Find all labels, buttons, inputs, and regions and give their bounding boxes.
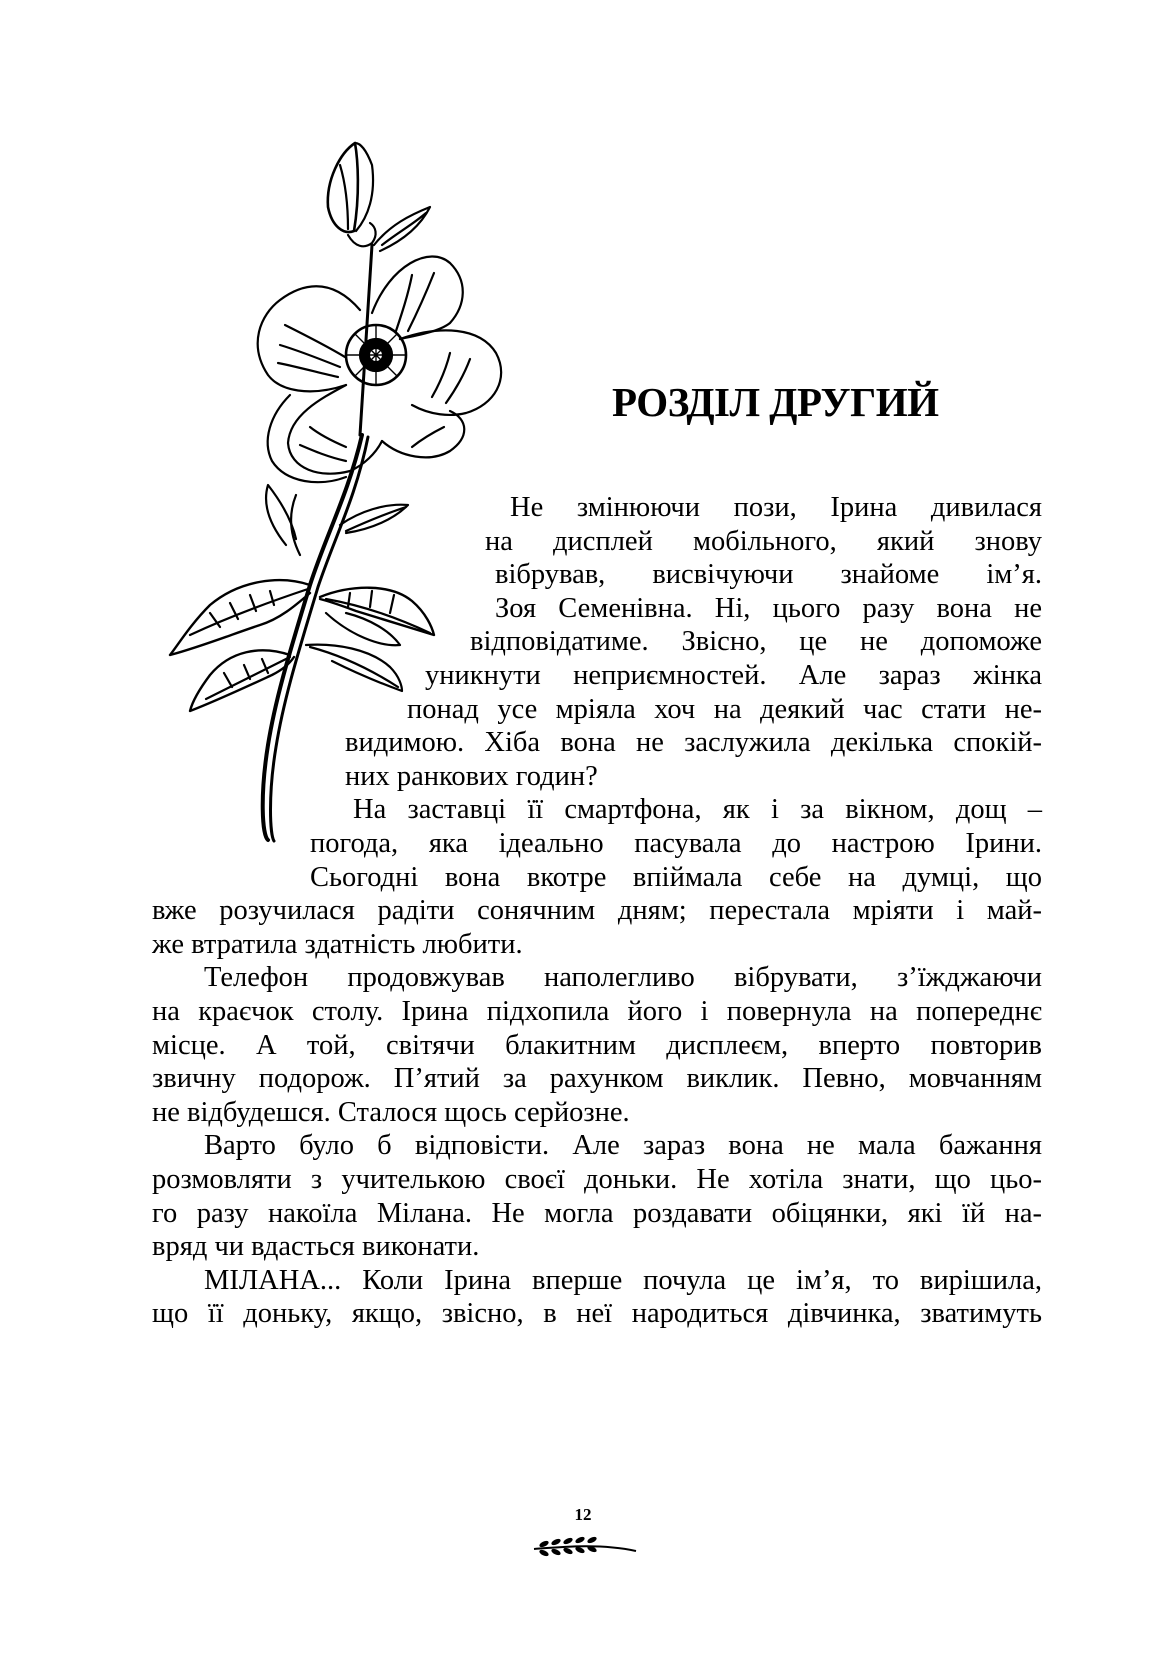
text-line: Телефон продовжував наполегливо вібрувати, з’їжджаючи	[204, 962, 1042, 994]
text-line: погода, яка ідеально пасувала до настрою Ірини.	[310, 828, 1042, 859]
text-line: що її доньку, якщо, звісно, в неї народиться дівчинка, зватимуть	[152, 1298, 1042, 1330]
text-line: Зоя Семенівна. Ні, цього разу вона не	[495, 592, 1042, 624]
text-line: го разу накоїла Мілана. Не могла роздавати обіцянки, які їй на-	[152, 1197, 1042, 1229]
text-line: вже розучилася радіти сонячним дням; перестала мріяти і май-	[152, 895, 1042, 927]
text-line: вібрував, висвічуючи знайоме ім’я.	[495, 559, 1042, 591]
text-line: розмовляти з учителькою своєї доньки. Не хотіла знати, що цьо-	[152, 1164, 1042, 1195]
text-line: На заставці її смартфона, як і за вікном, дощ –	[353, 794, 1042, 826]
text-line: уникнути неприємностей. Але зараз жінка	[425, 660, 1042, 691]
text-line: відповідатиме. Звісно, це не допоможе	[470, 626, 1042, 658]
text-line: Варто було б відповісти. Але зараз вона не мала бажання	[204, 1130, 1042, 1162]
text-line: видимою. Хіба вона не заслужила декілька спокій-	[345, 727, 1042, 759]
text-line: звичну подорож. П’ятий за рахунком виклик. Певно, мовчанням	[152, 1063, 1042, 1095]
text-line: вряд чи вдасться виконати.	[152, 1231, 480, 1263]
wheat-sprig-icon	[530, 1527, 640, 1561]
text-line: Не змінюючи пози, Ірина дивилася	[510, 492, 1042, 523]
text-line: Сьогодні вона вкотре впіймала себе на думці, що	[310, 861, 1042, 893]
text-line: МІЛАНА... Коли Ірина вперше почула це ім’я, то вирішила,	[204, 1264, 1042, 1296]
text-line: на краєчок столу. Ірина підхопила його і повернула на попереднє	[152, 996, 1042, 1027]
page-number: 12	[574, 1505, 592, 1524]
text-line: на дисплей мобільного, який знову	[485, 525, 1042, 557]
text-line: місце. А той, світячи блакитним дисплеєм, вперто повторив	[152, 1029, 1042, 1061]
text-line: же втратила здатність любити.	[152, 928, 523, 960]
chapter-title: РОЗДІЛ ДРУГИЙ	[612, 379, 939, 425]
text-line: понад усе мріяла хоч на деякий час стати не-	[407, 693, 1042, 725]
text-line: них ранкових годин?	[345, 760, 598, 792]
text-line: не відбудешся. Сталося щось серйозне.	[152, 1096, 630, 1128]
